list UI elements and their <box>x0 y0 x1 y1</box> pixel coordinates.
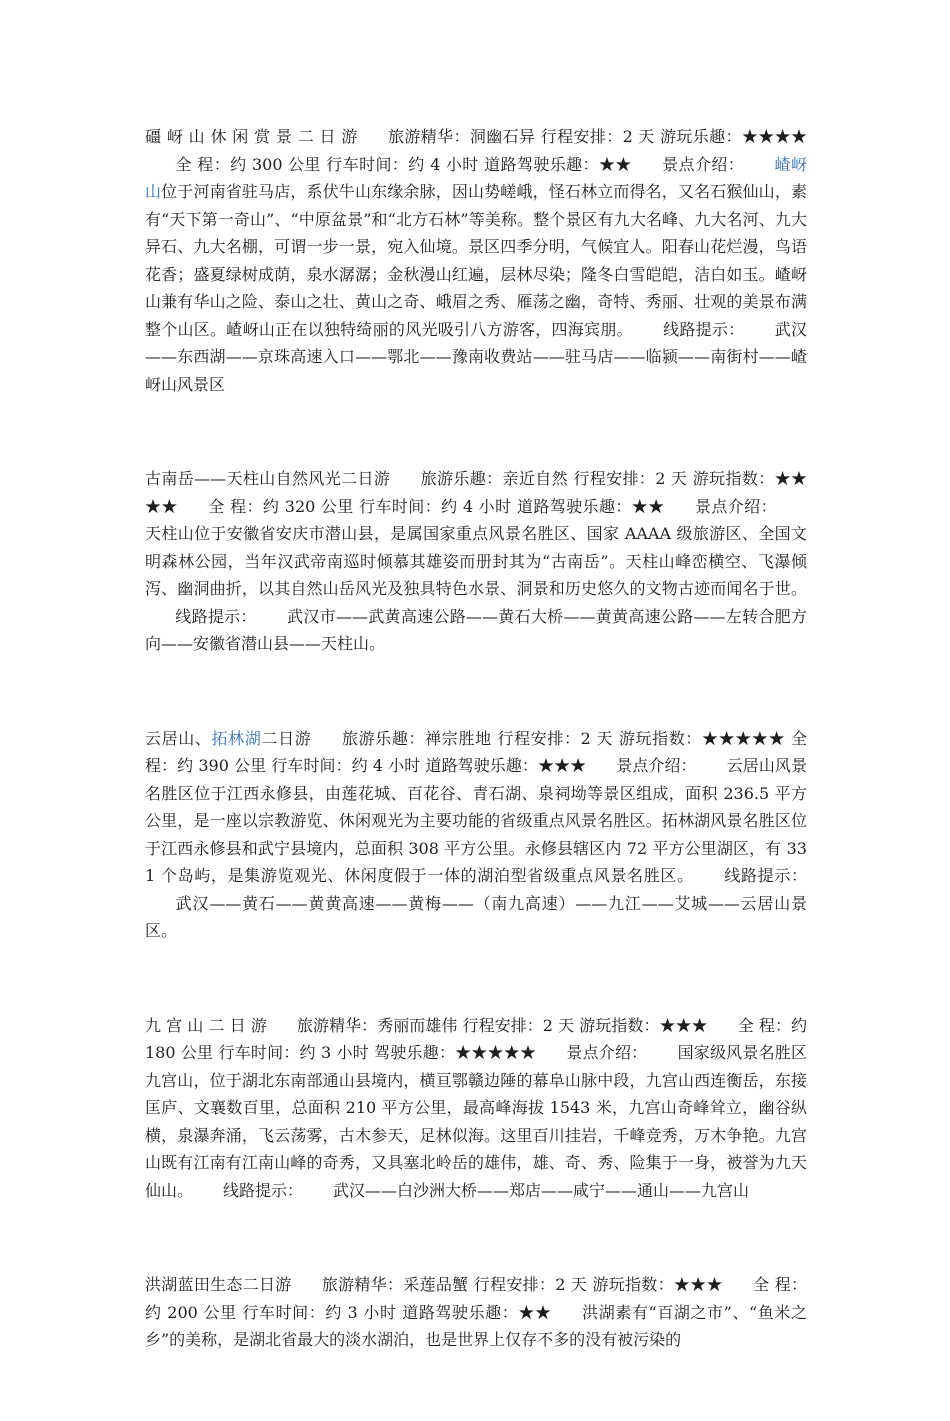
tuolinhu-link[interactable]: 拓林湖 <box>211 728 262 748</box>
route-label: 线路提示： <box>223 1180 304 1200</box>
section-meta: 旅游乐趣：禅宗胜地 行程安排：2 天 游玩指数：★★★★★ <box>341 728 786 748</box>
section-intro: 位于河南省驻马店，系伏牛山东缘余脉，因山势嵯峨，怪石林立而得名，又名石猴仙山，素有“天下第一奇山”、“中原盆景”和“北方石林”等美称。整个景区有九大名峰、九大名河、九大异石、九大名棚，可谓一步一景，宛入仙境。景区四季分明，气候宜人。阳春山花烂漫，鸟语花香；盛夏绿树成荫，泉水潺潺；金秋漫山红遍，层林尽染；隆冬白雪皑皑，洁白如玉。嵖岈山兼有华山之险、泰山之壮、黄山之奇、峨眉之秀、雁荡之幽，奇特、秀丽、壮观的美景布满整个山区。嵖岈山正在以独特绮丽的风光吸引八方游客，四海宾朋。 <box>145 182 807 339</box>
route-label: 线路提示： <box>175 606 257 626</box>
route-label: 线路提示： <box>723 866 807 885</box>
section-distance: 全 程：约 300 公里 行车时间：约 4 小时 道路驾驶乐趣：★★ <box>175 154 632 174</box>
section-intro: 天柱山位于安徽省安庆市潜山县，是属国家重点风景名胜区、国家 AAAA 级旅游区、全国文明森林公园，当年汉武帝南巡时倾慕其雄姿而册封其为“古南岳”。天柱山峰峦横空、飞瀑倾泻、幽洞曲折，以其自然山岳风光及独具特色水景、洞景和历史悠久的文物古迹而闻名于世。 <box>145 524 807 598</box>
route-label: 线路提示： <box>662 319 745 339</box>
section-yunjushan <box>145 725 807 945</box>
section-chayashan <box>145 123 807 398</box>
section-meta: 旅游精华：秀丽而雄伟 行程安排：2 天 游玩指数：★★★ <box>296 1015 708 1035</box>
section-honghu <box>145 1271 807 1354</box>
section-title: 九 宫 山 二 日 游 <box>145 1015 267 1035</box>
section-route: 武汉——白沙洲大桥——郑店——咸宁——通山——九宫山 <box>333 1180 750 1200</box>
document-body <box>145 123 807 1421</box>
section-route: 武汉——黄石——黄黄高速——黄梅——（南九高速）——九江——艾城——云居山景区。 <box>145 893 807 940</box>
section-intro: 国家级风景名胜区九宫山，位于湖北东南部通山县境内，横亘鄂赣边陲的幕阜山脉中段，九宫山西连衡岳，东接匡庐、文襄数百里，总面积 210 平方公里，最高峰海拔 1543 米，九宫山奇峰耸立，幽谷纵横，泉瀑奔涌，飞云荡雾，古木参天，足林似海。这里百川挂岩，千峰竞秀，万木争艳。九宫山既有江南有江南山峰的奇秀，又具塞北岭岳的雄伟，雄、奇、秀、险集于一身，被誉为九天仙山。 <box>145 1043 807 1200</box>
section-title: 古南岳——天柱山自然风光二日游 <box>145 469 391 488</box>
intro-label: 景点介绍： <box>616 756 697 775</box>
chayashan-link[interactable]: 嵖岈山 <box>145 154 807 201</box>
section-title: 礓 岈 山 休 闲 赏 景 二 日 游 <box>145 127 358 146</box>
section-title: 二日游 <box>261 728 312 748</box>
section-title-prefix: 云居山、 <box>145 728 212 748</box>
section-distance: 全 程：约 390 公里 行车时间：约 4 小时 道路驾驶乐趣：★★★ <box>145 728 807 775</box>
section-distance: 全 程：约 200 公里 行车时间：约 3 小时 道路驾驶乐趣：★★ <box>145 1275 807 1322</box>
section-meta: 旅游乐趣：亲近自然 行程安排：2 天 游玩指数：★★★★ <box>145 469 807 516</box>
section-meta: 旅游精华：洞幽石异 行程安排：2 天 游玩乐趣：★★★★ <box>387 127 807 146</box>
section-route: 武汉市——武黄高速公路——黄石大桥——黄黄高速公路——左转合肥方向——安徽省潜山县——天柱山。 <box>145 606 807 653</box>
intro-label: 景点介绍： <box>694 496 777 516</box>
section-jiugongshan <box>145 1012 807 1205</box>
section-intro: 云居山风景名胜区位于江西永修县，由莲花城、百花谷、青石湖、泉祠坳等景区组成，面积 236.5 平方公里，是一座以宗教游览、休闲观光为主要功能的省级重点风景名胜区。拓林湖风景名胜区位于江西永修县和武宁县境内，总面积 308 平方公里。永修县辖区内 72 平方公里湖区，有 331 个岛屿，是集游览观光、休闲度假于一体的湖泊型省级重点风景名胜区。 <box>145 756 807 885</box>
intro-label: 景点介绍： <box>661 154 745 174</box>
intro-label: 景点介绍： <box>566 1043 648 1062</box>
section-intro: 洪湖素有“百湖之市”、“鱼米之乡”的美称，是湖北省最大的淡水湖泊，也是世界上仅存不多的没有被污染的 <box>145 1302 807 1349</box>
section-title: 洪湖蓝田生态二日游 <box>145 1275 292 1294</box>
section-distance: 全 程：约 320 公里 行车时间：约 4 小时 道路驾驶乐趣：★★ <box>207 496 665 516</box>
section-distance: 全 程：约 180 公里 行车时间：约 3 小时 驾驶乐趣：★★★★★ <box>145 1015 807 1062</box>
section-tianzhushan <box>145 465 807 658</box>
section-meta: 旅游精华：采莲品蟹 行程安排：2 天 游玩指数：★★★ <box>321 1275 723 1294</box>
section-route: 武汉——东西湖——京珠高速入口——鄂北——豫南收费站——驻马店——临颍——南街村——嵖岈山风景区 <box>145 319 807 394</box>
